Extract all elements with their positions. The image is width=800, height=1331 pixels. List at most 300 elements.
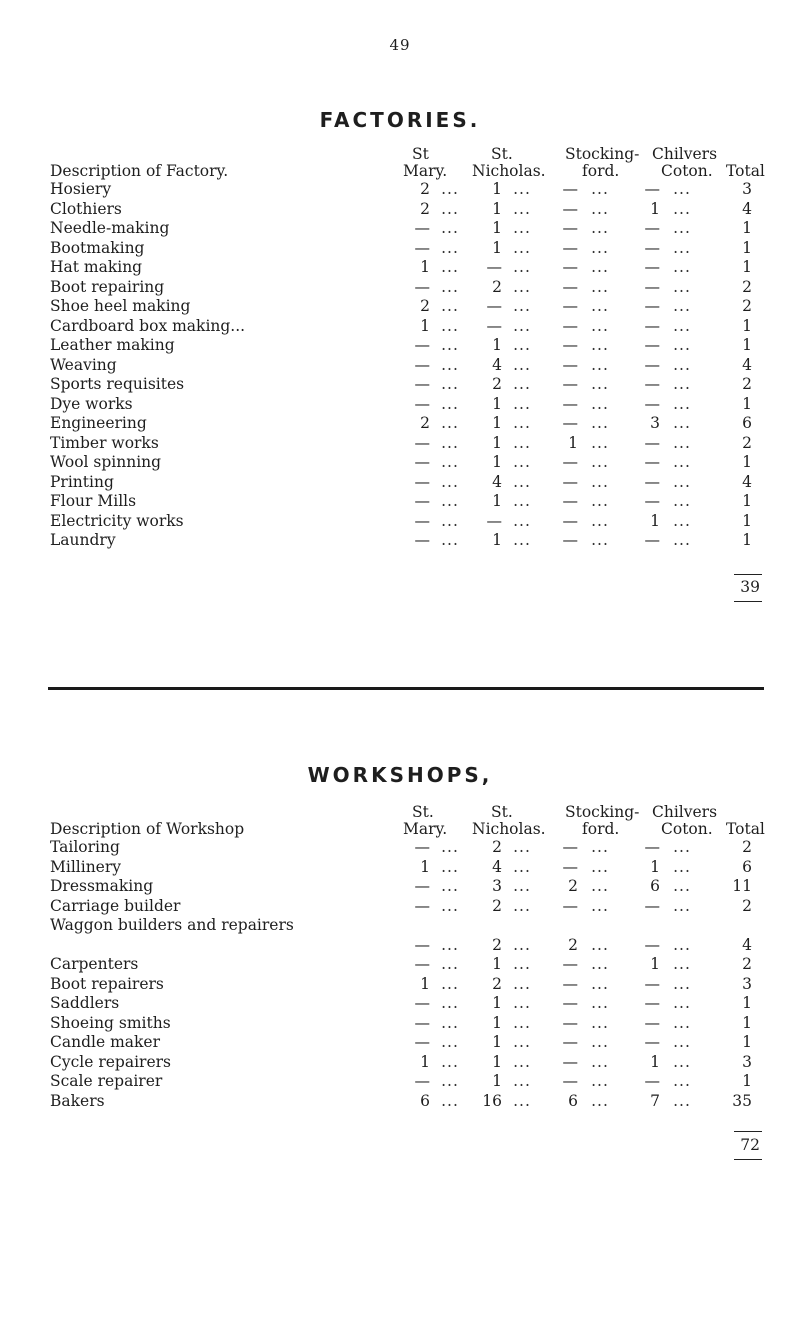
st-mary-value: 1 <box>420 1052 430 1071</box>
chilvers-coton-value: 1 <box>650 1052 660 1071</box>
leader-dots: ... <box>673 375 691 393</box>
factories-grand-total: 39 <box>740 578 760 596</box>
leader-dots: ... <box>673 994 691 1012</box>
leader-dots: ... <box>441 1013 459 1032</box>
leader-dots: ... <box>673 258 691 276</box>
leader-dots: ... <box>513 1091 531 1110</box>
table-row <box>0 375 800 395</box>
st-nicholas-value: 1 <box>492 1033 502 1051</box>
st-nicholas-column-header-line2: Nicholas. <box>472 820 546 838</box>
st-nicholas-value: — <box>486 316 502 335</box>
chilvers-coton-value: 1 <box>650 511 660 530</box>
total-value: 2 <box>742 838 752 856</box>
st-mary-value: — <box>414 492 430 510</box>
row-description: Bakers <box>50 1091 105 1110</box>
leader-dots: ... <box>441 453 459 471</box>
st-nicholas-value: 2 <box>492 375 502 393</box>
total-value: 4 <box>742 935 752 954</box>
leader-dots: ... <box>441 531 459 549</box>
table-row <box>0 1033 800 1053</box>
chilvers-coton-value: 1 <box>650 199 660 218</box>
table-row <box>0 453 800 473</box>
st-nicholas-value: 2 <box>492 896 502 915</box>
total-value: 4 <box>742 355 752 374</box>
st-nicholas-column-header-line1: St. <box>491 145 513 163</box>
leader-dots: ... <box>673 414 691 432</box>
factories-heading: FACTORIES. <box>319 108 481 132</box>
leader-dots: ... <box>673 433 691 452</box>
leader-dots: ... <box>673 1072 691 1090</box>
row-description: Saddlers <box>50 994 120 1012</box>
leader-dots: ... <box>441 277 459 296</box>
stockingford-value: — <box>562 355 578 374</box>
table-row <box>0 317 800 337</box>
stockingford-value: — <box>562 238 578 257</box>
leader-dots: ... <box>673 199 691 218</box>
leader-dots: ... <box>591 1072 609 1090</box>
table-row <box>0 512 800 532</box>
factories-column-headers <box>0 146 800 180</box>
chilvers-coton-value: — <box>644 394 660 413</box>
stockingford-value: 1 <box>568 433 578 452</box>
total-value: 1 <box>742 1033 752 1051</box>
st-nicholas-value: 1 <box>492 1072 502 1090</box>
leader-dots: ... <box>513 414 531 432</box>
total-value: 11 <box>732 877 752 895</box>
leader-dots: ... <box>441 838 459 856</box>
leader-dots: ... <box>441 238 459 257</box>
table-row <box>0 336 800 356</box>
leader-dots: ... <box>513 238 531 257</box>
st-mary-value: — <box>414 994 430 1012</box>
leader-dots: ... <box>591 1052 609 1071</box>
st-nicholas-value: 1 <box>492 336 502 354</box>
row-description: Cycle repairers <box>50 1052 172 1071</box>
leader-dots: ... <box>673 492 691 510</box>
leader-dots: ... <box>441 336 459 354</box>
leader-dots: ... <box>513 531 531 549</box>
chilvers-coton-value: — <box>644 453 660 471</box>
st-mary-value: — <box>414 277 430 296</box>
st-nicholas-value: 1 <box>492 1013 502 1032</box>
table-row <box>0 473 800 493</box>
leader-dots: ... <box>513 355 531 374</box>
chilvers-coton-value: — <box>644 1033 660 1051</box>
total-value: 2 <box>742 297 752 315</box>
leader-dots: ... <box>673 857 691 876</box>
chilvers-coton-value: — <box>644 433 660 452</box>
leader-dots: ... <box>591 1033 609 1051</box>
st-nicholas-value: 2 <box>492 838 502 856</box>
total-value: 1 <box>742 316 752 335</box>
chilvers-coton-value: — <box>644 180 660 198</box>
leader-dots: ... <box>513 180 531 198</box>
st-nicholas-value: 4 <box>492 355 502 374</box>
st-mary-value: — <box>414 531 430 549</box>
stockingford-value: — <box>562 838 578 856</box>
row-description: Laundry <box>50 531 116 549</box>
leader-dots: ... <box>591 511 609 530</box>
leader-dots: ... <box>441 297 459 315</box>
row-description: Boot repairers <box>50 974 164 993</box>
chilvers-coton-value: — <box>644 297 660 315</box>
leader-dots: ... <box>513 935 531 954</box>
leader-dots: ... <box>513 974 531 993</box>
leader-dots: ... <box>591 935 609 954</box>
leader-dots: ... <box>591 955 609 973</box>
leader-dots: ... <box>513 472 531 491</box>
leader-dots: ... <box>591 974 609 993</box>
stockingford-value: — <box>562 511 578 530</box>
leader-dots: ... <box>591 258 609 276</box>
st-mary-column-header-line2: Mary. <box>403 820 448 838</box>
stockingford-value: — <box>562 316 578 335</box>
st-nicholas-value: 3 <box>492 877 502 895</box>
total-value: 2 <box>742 955 752 973</box>
table-row <box>0 916 800 955</box>
chilvers-coton-value: — <box>644 238 660 257</box>
stockingford-value: — <box>562 974 578 993</box>
leader-dots: ... <box>591 375 609 393</box>
row-description: Printing <box>50 472 114 491</box>
stockingford-column-header-line1: Stocking- <box>565 145 640 163</box>
st-mary-value: — <box>414 1013 430 1032</box>
st-mary-value: — <box>414 877 430 895</box>
leader-dots: ... <box>513 433 531 452</box>
st-nicholas-value: 1 <box>492 414 502 432</box>
leader-dots: ... <box>441 355 459 374</box>
leader-dots: ... <box>591 336 609 354</box>
leader-dots: ... <box>673 1091 691 1110</box>
leader-dots: ... <box>673 1033 691 1051</box>
stockingford-value: — <box>562 1052 578 1071</box>
leader-dots: ... <box>673 277 691 296</box>
st-nicholas-value: 2 <box>492 277 502 296</box>
st-mary-value: 1 <box>420 258 430 276</box>
row-description: Leather making <box>50 336 175 354</box>
stockingford-value: — <box>562 857 578 876</box>
row-description: Clothiers <box>50 199 122 218</box>
st-nicholas-value: 1 <box>492 199 502 218</box>
leader-dots: ... <box>591 531 609 549</box>
chilvers-coton-value: — <box>644 316 660 335</box>
chilvers-coton-value: — <box>644 896 660 915</box>
leader-dots: ... <box>591 219 609 237</box>
st-nicholas-value: 1 <box>492 492 502 510</box>
table-row <box>0 1053 800 1073</box>
leader-dots: ... <box>673 472 691 491</box>
st-nicholas-value: 1 <box>492 180 502 198</box>
st-mary-value: 1 <box>420 974 430 993</box>
leader-dots: ... <box>591 297 609 315</box>
table-row <box>0 955 800 975</box>
st-nicholas-value: 2 <box>492 935 502 954</box>
description-column-header: Description of Factory. <box>50 162 229 180</box>
st-mary-value: — <box>414 1072 430 1090</box>
leader-dots: ... <box>673 394 691 413</box>
table-row <box>0 356 800 376</box>
leader-dots: ... <box>513 1072 531 1090</box>
leader-dots: ... <box>441 258 459 276</box>
st-mary-value: — <box>414 336 430 354</box>
leader-dots: ... <box>673 297 691 315</box>
leader-dots: ... <box>591 994 609 1012</box>
table-row <box>0 434 800 454</box>
leader-dots: ... <box>441 199 459 218</box>
leader-dots: ... <box>513 511 531 530</box>
leader-dots: ... <box>513 877 531 895</box>
row-description: Weaving <box>50 355 117 374</box>
chilvers-coton-column-header-line1: Chilvers <box>652 803 718 821</box>
st-mary-value: — <box>414 511 430 530</box>
chilvers-coton-value: — <box>644 1013 660 1032</box>
leader-dots: ... <box>441 414 459 432</box>
row-description: Sports requisites <box>50 375 185 393</box>
table-row <box>0 877 800 897</box>
st-nicholas-value: — <box>486 258 502 276</box>
row-description: Timber works <box>50 433 159 452</box>
leader-dots: ... <box>591 472 609 491</box>
row-description: Hat making <box>50 258 143 276</box>
stockingford-value: — <box>562 1033 578 1051</box>
st-mary-column-header-line1: St <box>412 145 429 163</box>
leader-dots: ... <box>441 955 459 973</box>
st-nicholas-value: 1 <box>492 433 502 452</box>
total-value: 1 <box>742 492 752 510</box>
leader-dots: ... <box>591 1013 609 1032</box>
st-nicholas-value: 1 <box>492 238 502 257</box>
table-row <box>0 492 800 512</box>
chilvers-coton-value: — <box>644 492 660 510</box>
stockingford-value: — <box>562 453 578 471</box>
total-value: 1 <box>742 1072 752 1090</box>
leader-dots: ... <box>673 1052 691 1071</box>
leader-dots: ... <box>591 1091 609 1110</box>
table-row <box>0 897 800 917</box>
leader-dots: ... <box>591 877 609 895</box>
st-mary-value: 1 <box>420 857 430 876</box>
leader-dots: ... <box>441 180 459 198</box>
st-mary-value: — <box>414 955 430 973</box>
total-value: 2 <box>742 375 752 393</box>
leader-dots: ... <box>591 857 609 876</box>
st-mary-value: — <box>414 896 430 915</box>
total-value: 35 <box>732 1091 752 1110</box>
chilvers-coton-value: — <box>644 258 660 276</box>
total-column-header: Total <box>726 820 765 838</box>
total-value: 1 <box>742 453 752 471</box>
table-row <box>0 297 800 317</box>
total-value: 6 <box>742 414 752 432</box>
total-value: 1 <box>742 394 752 413</box>
row-description: Millinery <box>50 857 122 876</box>
leader-dots: ... <box>591 896 609 915</box>
table-row <box>0 258 800 278</box>
leader-dots: ... <box>513 994 531 1012</box>
st-mary-value: — <box>414 219 430 237</box>
leader-dots: ... <box>441 896 459 915</box>
leader-dots: ... <box>673 531 691 549</box>
chilvers-coton-value: — <box>644 375 660 393</box>
st-mary-value: — <box>414 433 430 452</box>
table-row <box>0 200 800 220</box>
leader-dots: ... <box>673 219 691 237</box>
row-description: Engineering <box>50 414 147 432</box>
stockingford-value: — <box>562 297 578 315</box>
row-description: Flour Mills <box>50 492 137 510</box>
leader-dots: ... <box>513 492 531 510</box>
stockingford-value: — <box>562 955 578 973</box>
leader-dots: ... <box>441 1091 459 1110</box>
stockingford-value: — <box>562 492 578 510</box>
st-nicholas-value: 4 <box>492 857 502 876</box>
chilvers-coton-value: 6 <box>650 877 660 895</box>
chilvers-coton-value: — <box>644 974 660 993</box>
leader-dots: ... <box>591 277 609 296</box>
leader-dots: ... <box>513 1033 531 1051</box>
st-mary-value: — <box>414 838 430 856</box>
leader-dots: ... <box>441 219 459 237</box>
st-mary-value: 6 <box>420 1091 430 1110</box>
row-description: Candle maker <box>50 1033 160 1051</box>
factories-rows <box>0 180 800 551</box>
leader-dots: ... <box>673 238 691 257</box>
leader-dots: ... <box>513 219 531 237</box>
leader-dots: ... <box>513 199 531 218</box>
stockingford-value: — <box>562 472 578 491</box>
table-row <box>0 219 800 239</box>
total-value: 1 <box>742 511 752 530</box>
stockingford-value: 2 <box>568 877 578 895</box>
leader-dots: ... <box>673 336 691 354</box>
stockingford-value: — <box>562 180 578 198</box>
st-nicholas-value: 1 <box>492 955 502 973</box>
st-nicholas-value: — <box>486 297 502 315</box>
chilvers-coton-value: 1 <box>650 857 660 876</box>
leader-dots: ... <box>513 1052 531 1071</box>
row-description: Needle-making <box>50 219 170 237</box>
leader-dots: ... <box>441 492 459 510</box>
leader-dots: ... <box>441 1033 459 1051</box>
st-mary-value: 2 <box>420 180 430 198</box>
leader-dots: ... <box>441 316 459 335</box>
total-value: 3 <box>742 974 752 993</box>
chilvers-coton-value: — <box>644 994 660 1012</box>
leader-dots: ... <box>441 1072 459 1090</box>
st-mary-column-header-line1: St. <box>412 803 434 821</box>
row-description: Bootmaking <box>50 238 145 257</box>
leader-dots: ... <box>441 375 459 393</box>
factories-total-underline <box>734 601 762 602</box>
st-nicholas-value: 1 <box>492 453 502 471</box>
leader-dots: ... <box>673 877 691 895</box>
factories-table <box>0 146 800 551</box>
stockingford-value: — <box>562 336 578 354</box>
leader-dots: ... <box>513 258 531 276</box>
leader-dots: ... <box>591 414 609 432</box>
st-mary-value: — <box>414 472 430 491</box>
stockingford-column-header-line1: Stocking- <box>565 803 640 821</box>
table-row <box>0 975 800 995</box>
leader-dots: ... <box>513 375 531 393</box>
stockingford-value: — <box>562 277 578 296</box>
table-row <box>0 1092 800 1112</box>
leader-dots: ... <box>673 453 691 471</box>
st-nicholas-value: 1 <box>492 394 502 413</box>
total-value: 1 <box>742 258 752 276</box>
st-mary-value: — <box>414 935 430 954</box>
total-value: 1 <box>742 1013 752 1032</box>
total-value: 6 <box>742 857 752 876</box>
total-value: 3 <box>742 180 752 198</box>
row-description: Hosiery <box>50 180 112 198</box>
total-value: 2 <box>742 433 752 452</box>
row-description: Shoe heel making <box>50 297 191 315</box>
row-description: Cardboard box making... <box>50 316 246 335</box>
leader-dots: ... <box>673 355 691 374</box>
leader-dots: ... <box>441 974 459 993</box>
chilvers-coton-column-header-line2: Coton. <box>661 162 713 180</box>
row-description: Carriage builder <box>50 896 181 915</box>
total-column-header: Total <box>726 162 765 180</box>
st-nicholas-column-header-line2: Nicholas. <box>472 162 546 180</box>
stockingford-value: 6 <box>568 1091 578 1110</box>
row-description: Electricity works <box>50 511 184 530</box>
total-value: 3 <box>742 1052 752 1071</box>
stockingford-value: — <box>562 414 578 432</box>
st-nicholas-value: 1 <box>492 219 502 237</box>
row-description: Dressmaking <box>50 877 154 895</box>
leader-dots: ... <box>513 896 531 915</box>
table-row <box>0 994 800 1014</box>
chilvers-coton-column-header-line1: Chilvers <box>652 145 718 163</box>
st-nicholas-value: — <box>486 511 502 530</box>
leader-dots: ... <box>673 935 691 954</box>
workshops-grand-total: 72 <box>740 1136 760 1154</box>
stockingford-value: — <box>562 1013 578 1032</box>
leader-dots: ... <box>591 492 609 510</box>
leader-dots: ... <box>441 394 459 413</box>
st-mary-value: 2 <box>420 297 430 315</box>
leader-dots: ... <box>513 394 531 413</box>
st-mary-value: — <box>414 375 430 393</box>
leader-dots: ... <box>673 955 691 973</box>
factories-total-rule <box>734 574 762 575</box>
leader-dots: ... <box>513 297 531 315</box>
table-row <box>0 239 800 259</box>
leader-dots: ... <box>441 433 459 452</box>
leader-dots: ... <box>441 511 459 530</box>
table-row <box>0 180 800 200</box>
st-nicholas-value: 4 <box>492 472 502 491</box>
st-mary-value: — <box>414 1033 430 1051</box>
table-row <box>0 414 800 434</box>
leader-dots: ... <box>441 472 459 491</box>
total-value: 2 <box>742 277 752 296</box>
chilvers-coton-value: — <box>644 935 660 954</box>
total-value: 1 <box>742 219 752 237</box>
row-description: Waggon builders and repairers <box>50 916 294 934</box>
section-divider <box>48 687 764 690</box>
row-description: Wool spinning <box>50 453 162 471</box>
chilvers-coton-value: 7 <box>650 1091 660 1110</box>
table-row <box>0 1072 800 1092</box>
st-mary-value: — <box>414 238 430 257</box>
row-description: Boot repairing <box>50 277 165 296</box>
chilvers-coton-value: — <box>644 219 660 237</box>
leader-dots: ... <box>441 877 459 895</box>
chilvers-coton-value: — <box>644 277 660 296</box>
